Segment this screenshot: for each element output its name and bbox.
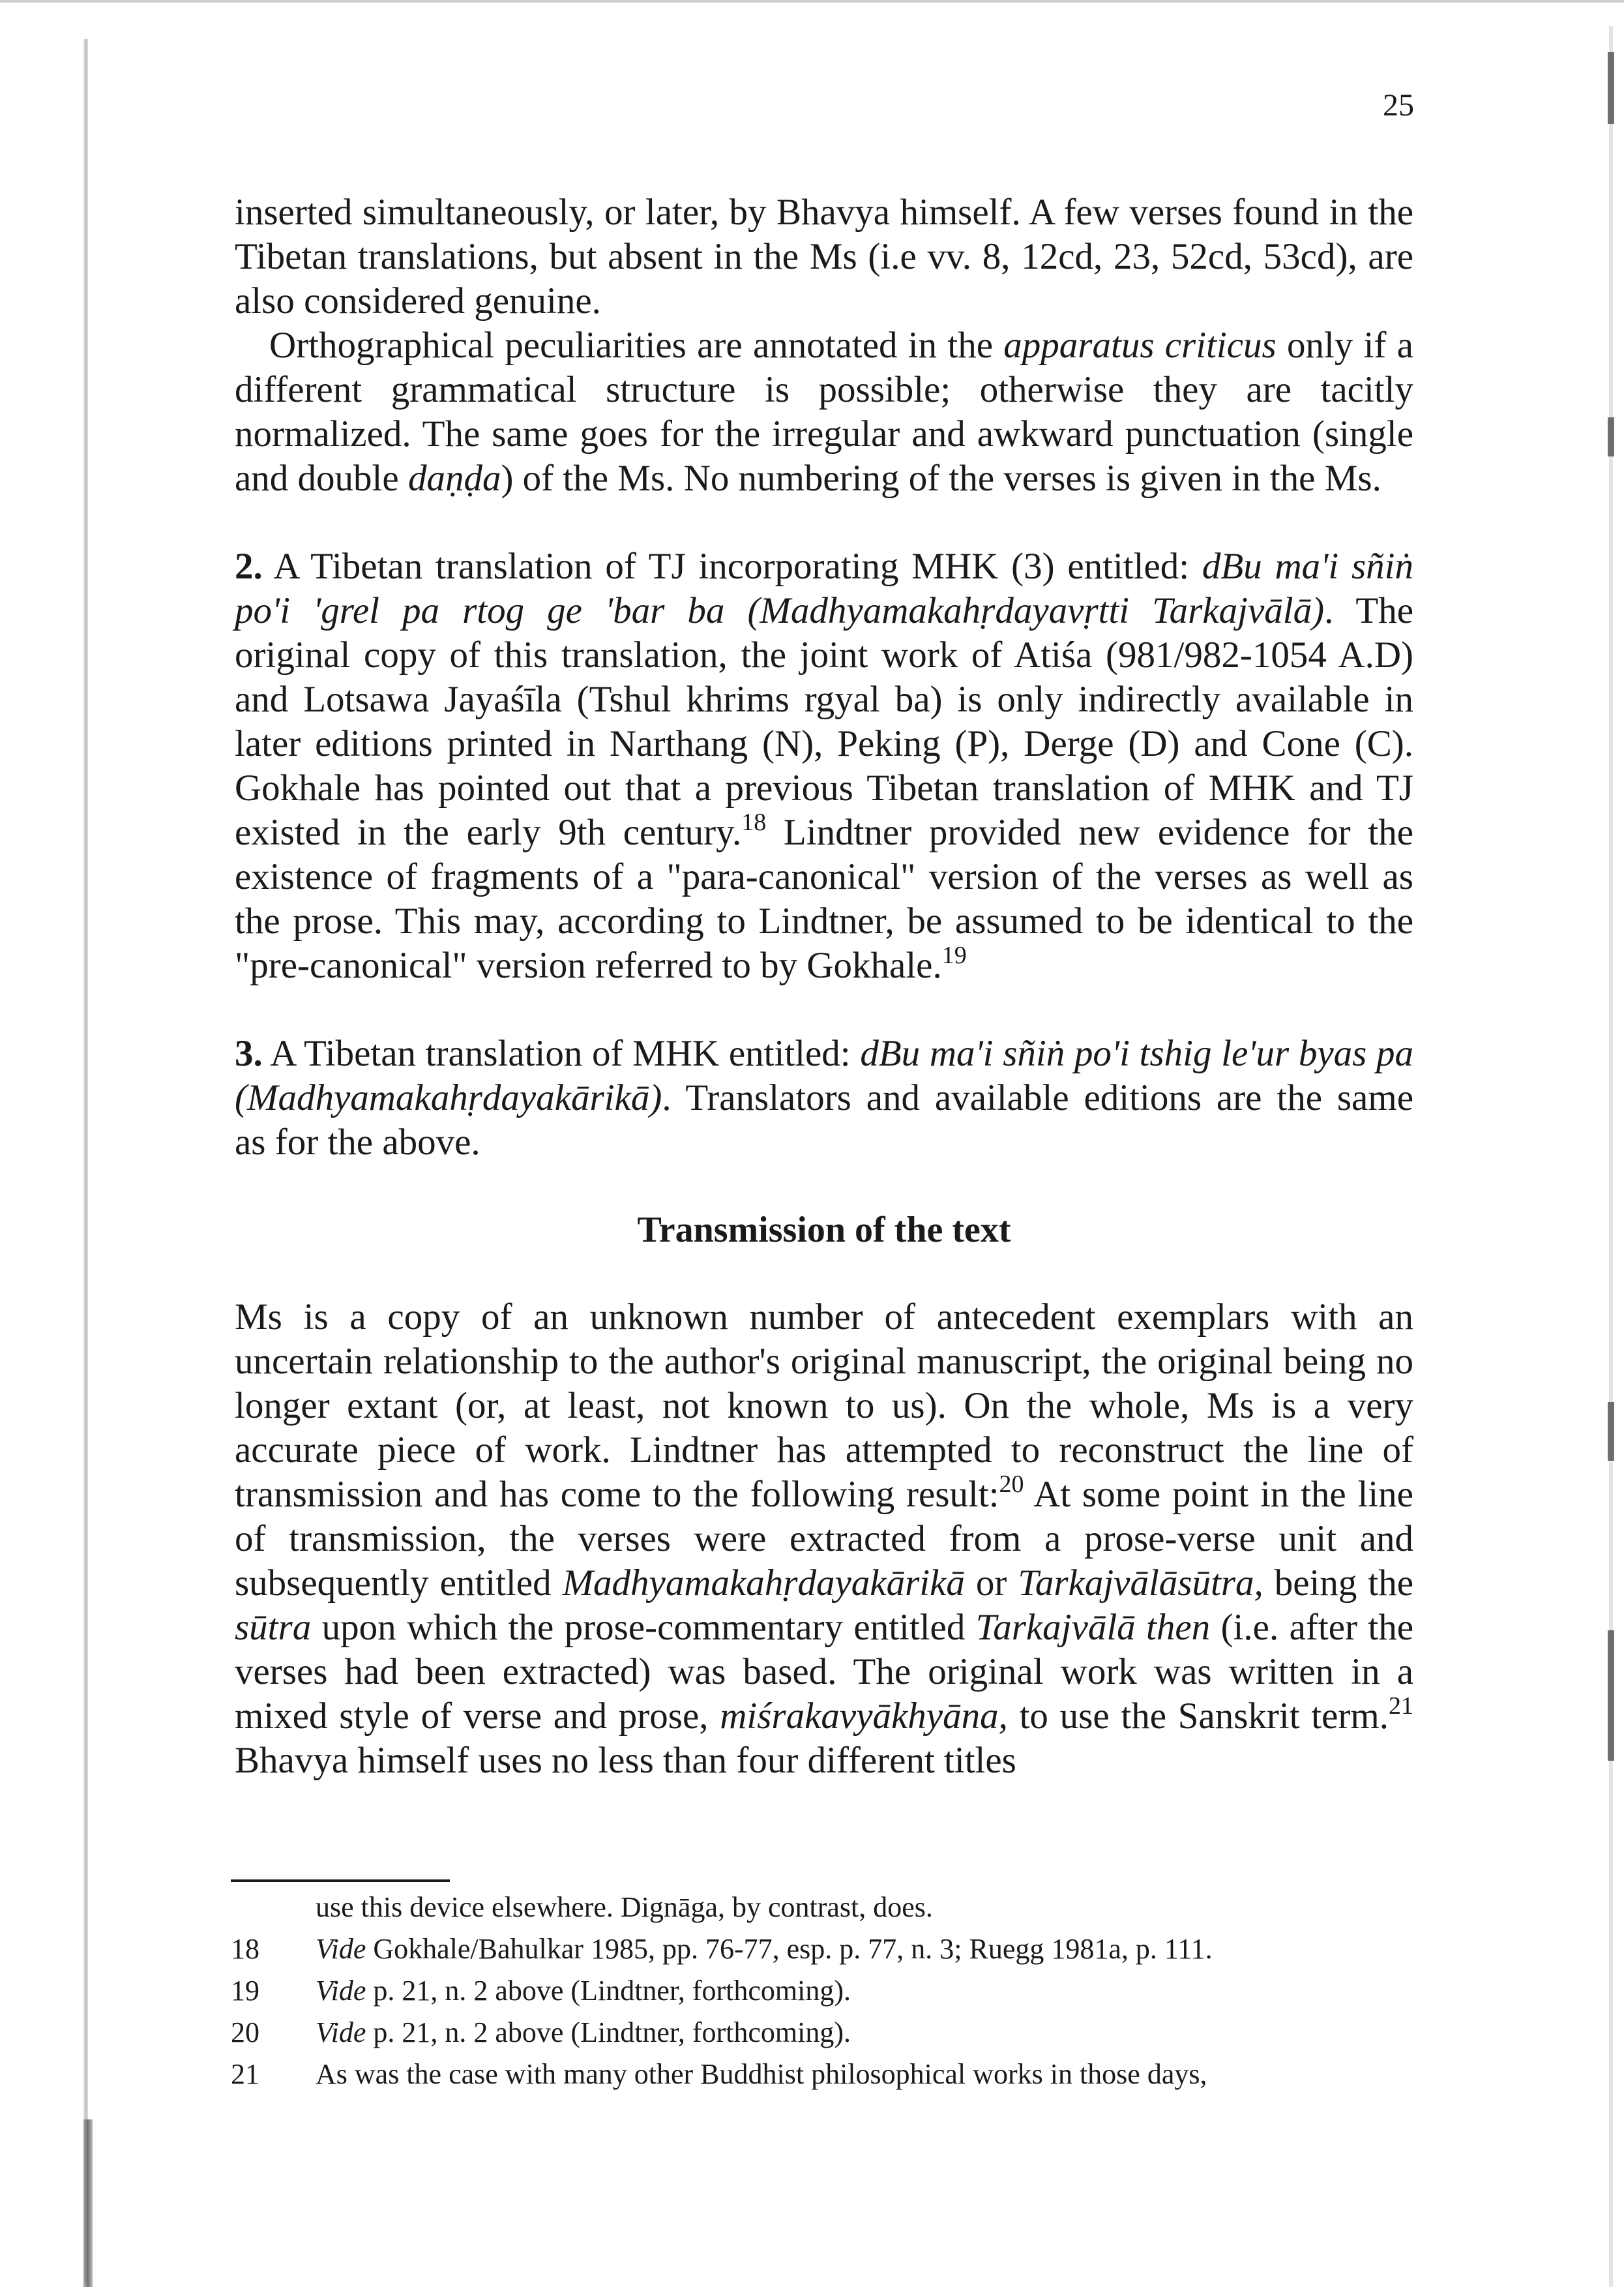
text: p. 21, n. 2 above (Lindtner, forthcoming). <box>366 2016 851 2048</box>
paragraph-3 <box>235 1295 1413 1783</box>
scan-left-dark-shadow <box>83 2119 93 2287</box>
scan-right-mark <box>1608 52 1614 124</box>
text: Gokhale/Bahulkar 1985, pp. 76-77, esp. p. 77, n. 3; Ruegg 1981a, p. 111. <box>366 1933 1213 1965</box>
footnote-ref: 19 <box>941 942 967 969</box>
footnote-continuation: use this device elsewhere. Dignāga, by contrast, does. <box>316 1891 933 1923</box>
text: ) of the Ms. No numbering of the verses is given in the Ms. <box>501 458 1381 499</box>
text: (i.e. after the verses had been extracted) was based. The original work was written in a mixed style of verse and prose, <box>235 1607 1413 1737</box>
footnote-ref: 18 <box>741 809 767 836</box>
emphasis: dBu ma'i sñiṅ po'i tshig le'ur byas pa (Madhyamakahṛdayakārikā) <box>235 1033 1413 1118</box>
footnote-rule <box>231 1879 450 1882</box>
paragraph-1: inserted simultaneously, or later, by Bhavya himself. A few verses found in the Tibetan translations, but absent in the Ms (i.e vv. 8, 12cd, 23, 52cd, 53cd), are also considered genuine. <box>235 192 1413 321</box>
section-title: Transmission of the text <box>637 1210 1011 1250</box>
spacer <box>235 1252 1413 1295</box>
text: p. 21, n. 2 above (Lindtner, forthcoming). <box>366 1975 851 2007</box>
footnote-number: 21 <box>231 2058 259 2090</box>
footnote-number: 19 <box>231 1975 259 2007</box>
emphasis: Vide <box>316 1933 366 1965</box>
text: or <box>964 1562 1018 1604</box>
footnote <box>231 2054 1417 2095</box>
paragraph-2 <box>235 323 1413 501</box>
footnote-text <box>316 1970 1417 2012</box>
footnote-text <box>316 1928 1417 1970</box>
emphasis: Vide <box>316 1975 366 2007</box>
emphasis: sūtra <box>235 1607 312 1648</box>
text: to use the Sanskrit term. <box>1007 1696 1389 1737</box>
footnote-text <box>316 2012 1417 2054</box>
spacer <box>235 501 1413 545</box>
footnote-ref: 20 <box>999 1471 1024 1498</box>
footnote-ref: 21 <box>1389 1692 1413 1720</box>
emphasis: miśrakavyākhyāna, <box>720 1696 1008 1737</box>
text: . Translators and available editions are the same as for the above. <box>235 1077 1413 1163</box>
text: A Tibetan translation of MHK entitled: <box>262 1033 861 1074</box>
item-2 <box>235 545 1413 988</box>
footnote-number: 20 <box>231 2016 259 2048</box>
text: Lindtner provided new evidence for the existence of fragments of a "para-canonical" version of the verses as well as the prose. This may, according to Lindtner, be assumed to be identical to the "pre-canonical" version referred to by Gokhale. <box>235 812 1413 986</box>
footnote-text: As was the case with many other Buddhist philosophical works in those days, <box>316 2058 1207 2090</box>
text: A Tibetan translation of TJ incorporating MHK (3) entitled: <box>262 546 1202 587</box>
scan-right-mark <box>1608 1630 1614 1761</box>
scan-left-shadow <box>83 39 88 2282</box>
emphasis: Vide <box>316 2016 366 2048</box>
footnote <box>231 2012 1417 2054</box>
spacer <box>235 1165 1413 1208</box>
text: only if a different grammatical structure is possible; otherwise they are tacitly normalized. The same goes for the irregular and awkward punctuation (single and double <box>235 325 1413 499</box>
scan-right-mark <box>1608 1402 1614 1461</box>
footnotes <box>231 1887 1417 2095</box>
text: upon which the prose-commentary entitled <box>311 1607 976 1648</box>
emphasis: daṇḍa <box>407 458 501 499</box>
footnote <box>231 1970 1417 2012</box>
scan-right-edge <box>1609 26 1613 2287</box>
scan-top-edge <box>0 0 1624 3</box>
emphasis: Tarkajvālā then <box>975 1607 1211 1648</box>
text: . The original copy of this translation, the joint work of Atiśa (981/982-1054 A.D) and Lotsawa Jayaśīla (Tshul khrims rgyal ba) is only indirectly available in later editions printed in Narthang (N), Peking (P), Derge (D) and Cone (C). Gokhale has pointed out that a previous Tibetan translation of MHK and TJ existed in the early 9th century. <box>235 590 1413 853</box>
emphasis: Madhyamakahṛdayakārikā <box>562 1562 965 1604</box>
main-text <box>235 190 1413 1783</box>
footnote <box>231 1928 1417 1970</box>
emphasis: apparatus criticus <box>1003 325 1277 366</box>
item-3 <box>235 1032 1413 1165</box>
item-number: 3. <box>235 1033 263 1074</box>
footnote-number: 18 <box>231 1933 259 1965</box>
emphasis: Tarkajvālāsūtra, <box>1018 1562 1263 1604</box>
text: At some point in the line of transmission, the verses were extracted from a prose-verse unit and subsequently entitled <box>235 1474 1413 1604</box>
text: Orthographical peculiarities are annotated in the <box>269 325 1004 366</box>
item-number: 2. <box>235 546 263 587</box>
spacer <box>235 988 1413 1032</box>
text: being the <box>1263 1562 1413 1604</box>
text: Bhavya himself uses no less than four different titles <box>235 1740 1016 1781</box>
text: Ms is a copy of an unknown number of antecedent exemplars with an uncertain relationship to the author's original manuscript, the original being no longer extant (or, at least, not known to us). On the whole, Ms is a very accurate piece of work. Lindtner has attempted to reconstruct the line of transmission and has come to the following result: <box>235 1296 1413 1515</box>
scan-right-mark <box>1608 417 1614 456</box>
emphasis: dBu ma'i sñiṅ po'i 'grel pa rtog ge 'bar ba (Madhyamakahṛdayavṛtti Tarkajvālā) <box>235 546 1414 631</box>
page-number: 25 <box>1383 88 1414 123</box>
